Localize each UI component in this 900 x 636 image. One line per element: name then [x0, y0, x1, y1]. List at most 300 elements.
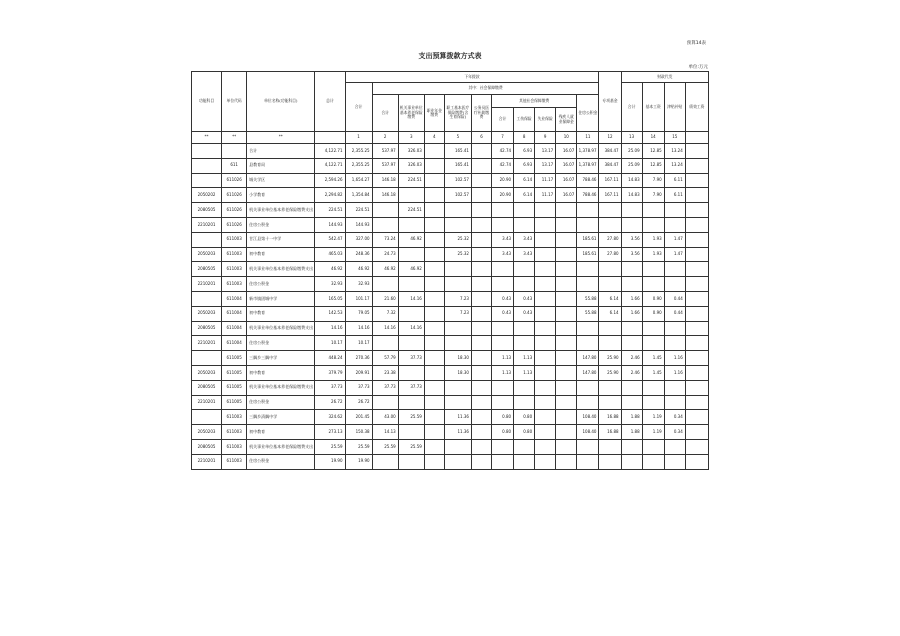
value-cell: 0.80 — [492, 410, 514, 425]
value-cell: 14.16 — [372, 321, 398, 336]
value-cell: 2,355.25 — [345, 158, 372, 173]
value-cell: 1.93 — [642, 247, 664, 262]
value-cell: 73.24 — [372, 232, 398, 247]
value-cell — [514, 321, 535, 336]
value-cell: 37.73 — [315, 380, 345, 395]
value-cell — [556, 410, 577, 425]
value-cell — [685, 380, 708, 395]
value-cell: 37.73 — [398, 351, 424, 366]
unit-name-cell: 小学教育 — [247, 188, 315, 203]
value-cell: 14.16 — [398, 291, 424, 306]
value-cell: 542.47 — [315, 232, 345, 247]
value-cell — [514, 277, 535, 292]
value-cell — [577, 203, 599, 218]
value-cell — [372, 277, 398, 292]
value-cell — [642, 321, 664, 336]
unit-name-cell: 住房公积金 — [247, 395, 315, 410]
value-cell — [621, 277, 642, 292]
value-cell — [685, 336, 708, 351]
value-cell: 167.11 — [599, 188, 621, 203]
table-row — [192, 291, 709, 306]
header-c-disabled: 残疾人就业保障金 — [556, 108, 577, 132]
value-cell — [642, 277, 664, 292]
value-cell: 25.59 — [315, 439, 345, 454]
value-cell — [685, 144, 708, 159]
value-cell: 165.41 — [444, 144, 471, 159]
value-cell — [535, 336, 556, 351]
table-row — [192, 336, 709, 351]
value-cell: 788.46 — [577, 188, 599, 203]
func-code-cell: 2080505 — [192, 262, 222, 277]
value-cell — [535, 306, 556, 321]
value-cell: 448.24 — [315, 351, 345, 366]
value-cell: 16.07 — [556, 173, 577, 188]
value-cell: 13.24 — [664, 144, 685, 159]
value-cell — [685, 439, 708, 454]
value-cell — [599, 380, 621, 395]
value-cell: 2,355.25 — [345, 144, 372, 159]
func-code-cell: 2050202 — [192, 188, 222, 203]
value-cell: 25.59 — [372, 439, 398, 454]
value-cell — [642, 380, 664, 395]
value-cell — [444, 262, 471, 277]
value-cell: 14.16 — [345, 321, 372, 336]
unit-code-cell: 611 — [222, 158, 247, 173]
func-code-cell — [192, 410, 222, 425]
table-row — [192, 232, 709, 247]
value-cell — [577, 217, 599, 232]
unit-name-cell: 住房公积金 — [247, 277, 315, 292]
func-code-cell: 2080505 — [192, 439, 222, 454]
value-cell — [556, 439, 577, 454]
value-cell — [424, 439, 444, 454]
value-cell — [664, 321, 685, 336]
value-cell — [398, 217, 424, 232]
value-cell: 1.19 — [642, 425, 664, 440]
value-cell — [398, 277, 424, 292]
value-cell: 14.16 — [315, 321, 345, 336]
value-cell: 1,378.97 — [577, 158, 599, 173]
value-cell — [577, 380, 599, 395]
value-cell — [398, 395, 424, 410]
value-cell — [642, 395, 664, 410]
value-cell: 146.18 — [372, 173, 398, 188]
func-code-cell: 2080505 — [192, 321, 222, 336]
value-cell — [685, 395, 708, 410]
value-cell — [556, 306, 577, 321]
value-cell — [535, 365, 556, 380]
value-cell: 1.93 — [642, 232, 664, 247]
value-cell: 1.45 — [642, 365, 664, 380]
value-cell — [685, 262, 708, 277]
func-code-cell: 2050203 — [192, 425, 222, 440]
index-cell: 12 — [599, 132, 621, 144]
table-row — [192, 351, 709, 366]
value-cell: 3.43 — [492, 247, 514, 262]
value-cell: 19.90 — [345, 454, 372, 469]
value-cell — [664, 454, 685, 469]
value-cell — [642, 262, 664, 277]
value-cell: 6.14 — [599, 306, 621, 321]
value-cell — [556, 247, 577, 262]
value-cell — [685, 365, 708, 380]
value-cell — [424, 262, 444, 277]
value-cell: 37.73 — [398, 380, 424, 395]
value-cell: 1.13 — [514, 351, 535, 366]
func-code-cell: 2210201 — [192, 277, 222, 292]
value-cell — [492, 395, 514, 410]
value-cell: 25.59 — [398, 439, 424, 454]
value-cell — [642, 336, 664, 351]
value-cell: 1.45 — [642, 351, 664, 366]
index-cell: 14 — [642, 132, 664, 144]
value-cell — [372, 454, 398, 469]
value-cell — [444, 380, 471, 395]
value-cell: 12.85 — [642, 144, 664, 159]
value-cell — [556, 351, 577, 366]
value-cell — [535, 247, 556, 262]
value-cell — [535, 351, 556, 366]
value-cell: 0.43 — [514, 306, 535, 321]
value-cell — [685, 351, 708, 366]
value-cell — [492, 336, 514, 351]
index-cell: 6 — [471, 132, 491, 144]
value-cell: 16.88 — [599, 425, 621, 440]
header-special: 专项基金 — [599, 72, 621, 132]
value-cell: 1.13 — [492, 351, 514, 366]
unit-name-cell: 机关事业单位基本养老保险缴费支出 — [247, 439, 315, 454]
header-c-work-injury: 工伤保险 — [514, 108, 535, 132]
value-cell: 1.13 — [492, 365, 514, 380]
unit-code-cell: 611026 — [222, 188, 247, 203]
value-cell — [577, 336, 599, 351]
value-cell: 12.85 — [642, 158, 664, 173]
value-cell — [685, 203, 708, 218]
table-row — [192, 144, 709, 159]
value-cell: 3.43 — [514, 247, 535, 262]
value-cell — [577, 262, 599, 277]
value-cell — [444, 439, 471, 454]
value-cell — [599, 395, 621, 410]
value-cell: 0.34 — [664, 410, 685, 425]
value-cell: 201.45 — [345, 410, 372, 425]
value-cell — [424, 454, 444, 469]
value-cell: 11.36 — [444, 425, 471, 440]
index-cell: 1 — [345, 132, 372, 144]
table-row — [192, 380, 709, 395]
unit-code-cell: 611004 — [222, 336, 247, 351]
value-cell: 185.61 — [577, 247, 599, 262]
value-cell — [514, 336, 535, 351]
value-cell — [471, 277, 491, 292]
header-c-unemployment: 失业保险 — [535, 108, 556, 132]
value-cell — [556, 203, 577, 218]
value-cell — [556, 425, 577, 440]
value-cell: 10.17 — [345, 336, 372, 351]
value-cell — [556, 217, 577, 232]
value-cell — [514, 395, 535, 410]
value-cell: 1.19 — [642, 410, 664, 425]
value-cell: 6.14 — [514, 173, 535, 188]
unit-code-cell: 611003 — [222, 247, 247, 262]
unit-name-cell: 甘江县第十一中学 — [247, 232, 315, 247]
value-cell: 102.57 — [444, 188, 471, 203]
table-row — [192, 217, 709, 232]
value-cell — [664, 439, 685, 454]
unit-code-cell: 611026 — [222, 217, 247, 232]
table-row — [192, 306, 709, 321]
value-cell — [424, 173, 444, 188]
value-cell — [471, 439, 491, 454]
value-cell — [471, 144, 491, 159]
value-cell: 16.07 — [556, 144, 577, 159]
value-cell: 25.59 — [398, 410, 424, 425]
value-cell: 46.92 — [398, 232, 424, 247]
header-c-insurance: 机关事业单位基本养老保险缴费 — [398, 95, 424, 132]
value-cell — [685, 410, 708, 425]
value-cell: 6.11 — [664, 173, 685, 188]
func-code-cell — [192, 173, 222, 188]
header-other-social: 其他社会保障缴费 — [492, 95, 577, 108]
value-cell: 46.92 — [345, 262, 372, 277]
value-cell: 2.46 — [621, 365, 642, 380]
value-cell: 25.09 — [621, 144, 642, 159]
value-cell — [372, 217, 398, 232]
value-cell — [556, 395, 577, 410]
value-cell: 224.51 — [315, 203, 345, 218]
value-cell: 7.23 — [444, 291, 471, 306]
header-c-civil-medical: 公务员医疗补助缴费 — [471, 95, 491, 132]
value-cell: 3.56 — [621, 232, 642, 247]
unit-code-cell: 611003 — [222, 232, 247, 247]
value-cell: 55.88 — [577, 306, 599, 321]
value-cell — [398, 247, 424, 262]
table-row — [192, 203, 709, 218]
value-cell — [471, 217, 491, 232]
value-cell — [685, 232, 708, 247]
value-cell: 13.17 — [535, 144, 556, 159]
value-cell: 6.93 — [514, 158, 535, 173]
table-row — [192, 410, 709, 425]
value-cell: 1,378.97 — [577, 144, 599, 159]
value-cell: 18.30 — [444, 365, 471, 380]
value-cell — [398, 188, 424, 203]
unit-name-cell: 机关事业单位基本养老保险缴费支出 — [247, 380, 315, 395]
unit-name-cell: 机关事业单位基本养老保险缴费支出 — [247, 321, 315, 336]
value-cell — [471, 365, 491, 380]
value-cell — [621, 454, 642, 469]
value-cell: 326.03 — [398, 144, 424, 159]
value-cell — [556, 321, 577, 336]
func-code-cell — [192, 144, 222, 159]
value-cell — [424, 380, 444, 395]
value-cell — [556, 262, 577, 277]
value-cell — [535, 395, 556, 410]
func-code-cell: 2210201 — [192, 395, 222, 410]
value-cell — [424, 321, 444, 336]
value-cell: 224.51 — [398, 203, 424, 218]
func-code-cell: 2050203 — [192, 306, 222, 321]
unit-code-cell: 611005 — [222, 395, 247, 410]
value-cell — [535, 321, 556, 336]
page-id: 预算14表 — [686, 41, 706, 46]
table-row — [192, 277, 709, 292]
value-cell — [599, 262, 621, 277]
value-cell — [424, 247, 444, 262]
value-cell: 1,354.84 — [345, 188, 372, 203]
value-cell — [424, 277, 444, 292]
value-cell — [599, 217, 621, 232]
value-cell: 20.90 — [492, 173, 514, 188]
value-cell: 3.56 — [621, 247, 642, 262]
unit-name-cell: 三隅乡清隅中学 — [247, 410, 315, 425]
value-cell: 4,122.71 — [315, 158, 345, 173]
value-cell: 1.66 — [621, 306, 642, 321]
unit-name-cell: 合计 — [247, 144, 315, 159]
value-cell — [599, 277, 621, 292]
table-body — [192, 144, 709, 470]
budget-table — [191, 71, 709, 470]
value-cell: 7.23 — [444, 306, 471, 321]
value-cell: 43.00 — [372, 410, 398, 425]
value-cell: 167.11 — [599, 173, 621, 188]
value-cell — [514, 262, 535, 277]
value-cell: 150.38 — [345, 425, 372, 440]
value-cell: 3.43 — [492, 232, 514, 247]
table-row — [192, 454, 709, 469]
value-cell: 270.36 — [345, 351, 372, 366]
value-cell — [621, 439, 642, 454]
value-cell — [621, 380, 642, 395]
index-cell: 4 — [424, 132, 444, 144]
index-cell — [685, 132, 708, 144]
value-cell: 25.59 — [345, 439, 372, 454]
value-cell — [471, 454, 491, 469]
unit-code-cell: 611004 — [222, 306, 247, 321]
value-cell: 102.57 — [444, 173, 471, 188]
header-func-code: 功能科目 — [192, 72, 222, 132]
value-cell: 537.97 — [372, 144, 398, 159]
value-cell: 1.88 — [621, 425, 642, 440]
value-cell — [492, 277, 514, 292]
value-cell: 25.09 — [621, 158, 642, 173]
value-cell — [471, 351, 491, 366]
value-cell: 16.07 — [556, 158, 577, 173]
value-cell — [642, 439, 664, 454]
value-cell — [471, 321, 491, 336]
value-cell: 13.24 — [664, 158, 685, 173]
table-row — [192, 365, 709, 380]
header-c-occupational: 职业年金缴费 — [424, 95, 444, 132]
value-cell: 147.80 — [577, 351, 599, 366]
value-cell: 0.43 — [492, 291, 514, 306]
unit-name-cell: 初中教育 — [247, 425, 315, 440]
value-cell: 144.93 — [345, 217, 372, 232]
value-cell: 0.43 — [492, 306, 514, 321]
value-cell — [535, 291, 556, 306]
value-cell: 1.16 — [664, 365, 685, 380]
value-cell: 10.17 — [315, 336, 345, 351]
value-cell — [556, 380, 577, 395]
value-cell — [398, 454, 424, 469]
value-cell: 537.97 — [372, 158, 398, 173]
value-cell — [535, 439, 556, 454]
value-cell — [471, 158, 491, 173]
value-cell: 273.13 — [315, 425, 345, 440]
unit-code-cell: 611026 — [222, 173, 247, 188]
value-cell — [372, 395, 398, 410]
func-code-cell: 2080505 — [192, 203, 222, 218]
value-cell: 23.38 — [372, 365, 398, 380]
value-cell: 185.61 — [577, 232, 599, 247]
value-cell — [664, 395, 685, 410]
value-cell: 16.07 — [556, 188, 577, 203]
index-cell: 7 — [492, 132, 514, 144]
value-cell: 25.32 — [444, 232, 471, 247]
value-cell — [685, 321, 708, 336]
value-cell: 16.88 — [599, 410, 621, 425]
value-cell — [599, 203, 621, 218]
value-cell: 1.88 — [621, 410, 642, 425]
value-cell: 57.79 — [372, 351, 398, 366]
value-cell — [514, 203, 535, 218]
value-cell — [664, 217, 685, 232]
func-code-cell — [192, 232, 222, 247]
value-cell — [685, 247, 708, 262]
value-cell — [492, 321, 514, 336]
value-cell — [685, 173, 708, 188]
value-cell — [492, 262, 514, 277]
value-cell — [471, 232, 491, 247]
value-cell — [471, 336, 491, 351]
unit-code-cell: 611003 — [222, 425, 247, 440]
value-cell: 224.51 — [398, 173, 424, 188]
unit-code-cell: 611003 — [222, 262, 247, 277]
value-cell: 24.73 — [372, 247, 398, 262]
value-cell — [398, 306, 424, 321]
value-cell: 224.51 — [345, 203, 372, 218]
header-unit-name: 单位名称(功能科目) — [247, 72, 315, 132]
value-cell — [535, 217, 556, 232]
unit-code-cell: 611003 — [222, 454, 247, 469]
value-cell: 11.36 — [444, 410, 471, 425]
value-cell — [398, 425, 424, 440]
value-cell — [444, 277, 471, 292]
func-code-cell — [192, 351, 222, 366]
page-title: 支出预算拨款方式表 — [418, 52, 482, 60]
value-cell — [471, 262, 491, 277]
value-cell: 7.90 — [642, 188, 664, 203]
unit-code-cell: 611003 — [222, 410, 247, 425]
value-cell — [471, 291, 491, 306]
unit-code-cell: 611005 — [222, 351, 247, 366]
value-cell — [492, 454, 514, 469]
value-cell — [424, 217, 444, 232]
unit-code-cell: 611004 — [222, 321, 247, 336]
unit-name-cell: 初中教育 — [247, 247, 315, 262]
value-cell — [642, 203, 664, 218]
value-cell: 25.90 — [599, 365, 621, 380]
value-cell — [444, 217, 471, 232]
unit-name-cell: 初中教育 — [247, 365, 315, 380]
value-cell — [471, 395, 491, 410]
value-cell: 7.32 — [372, 306, 398, 321]
index-cell — [315, 132, 345, 144]
value-cell: 25.32 — [444, 247, 471, 262]
table-row — [192, 395, 709, 410]
value-cell: 379.79 — [315, 365, 345, 380]
header-fiscal-grant: 财政代发 — [621, 72, 708, 83]
